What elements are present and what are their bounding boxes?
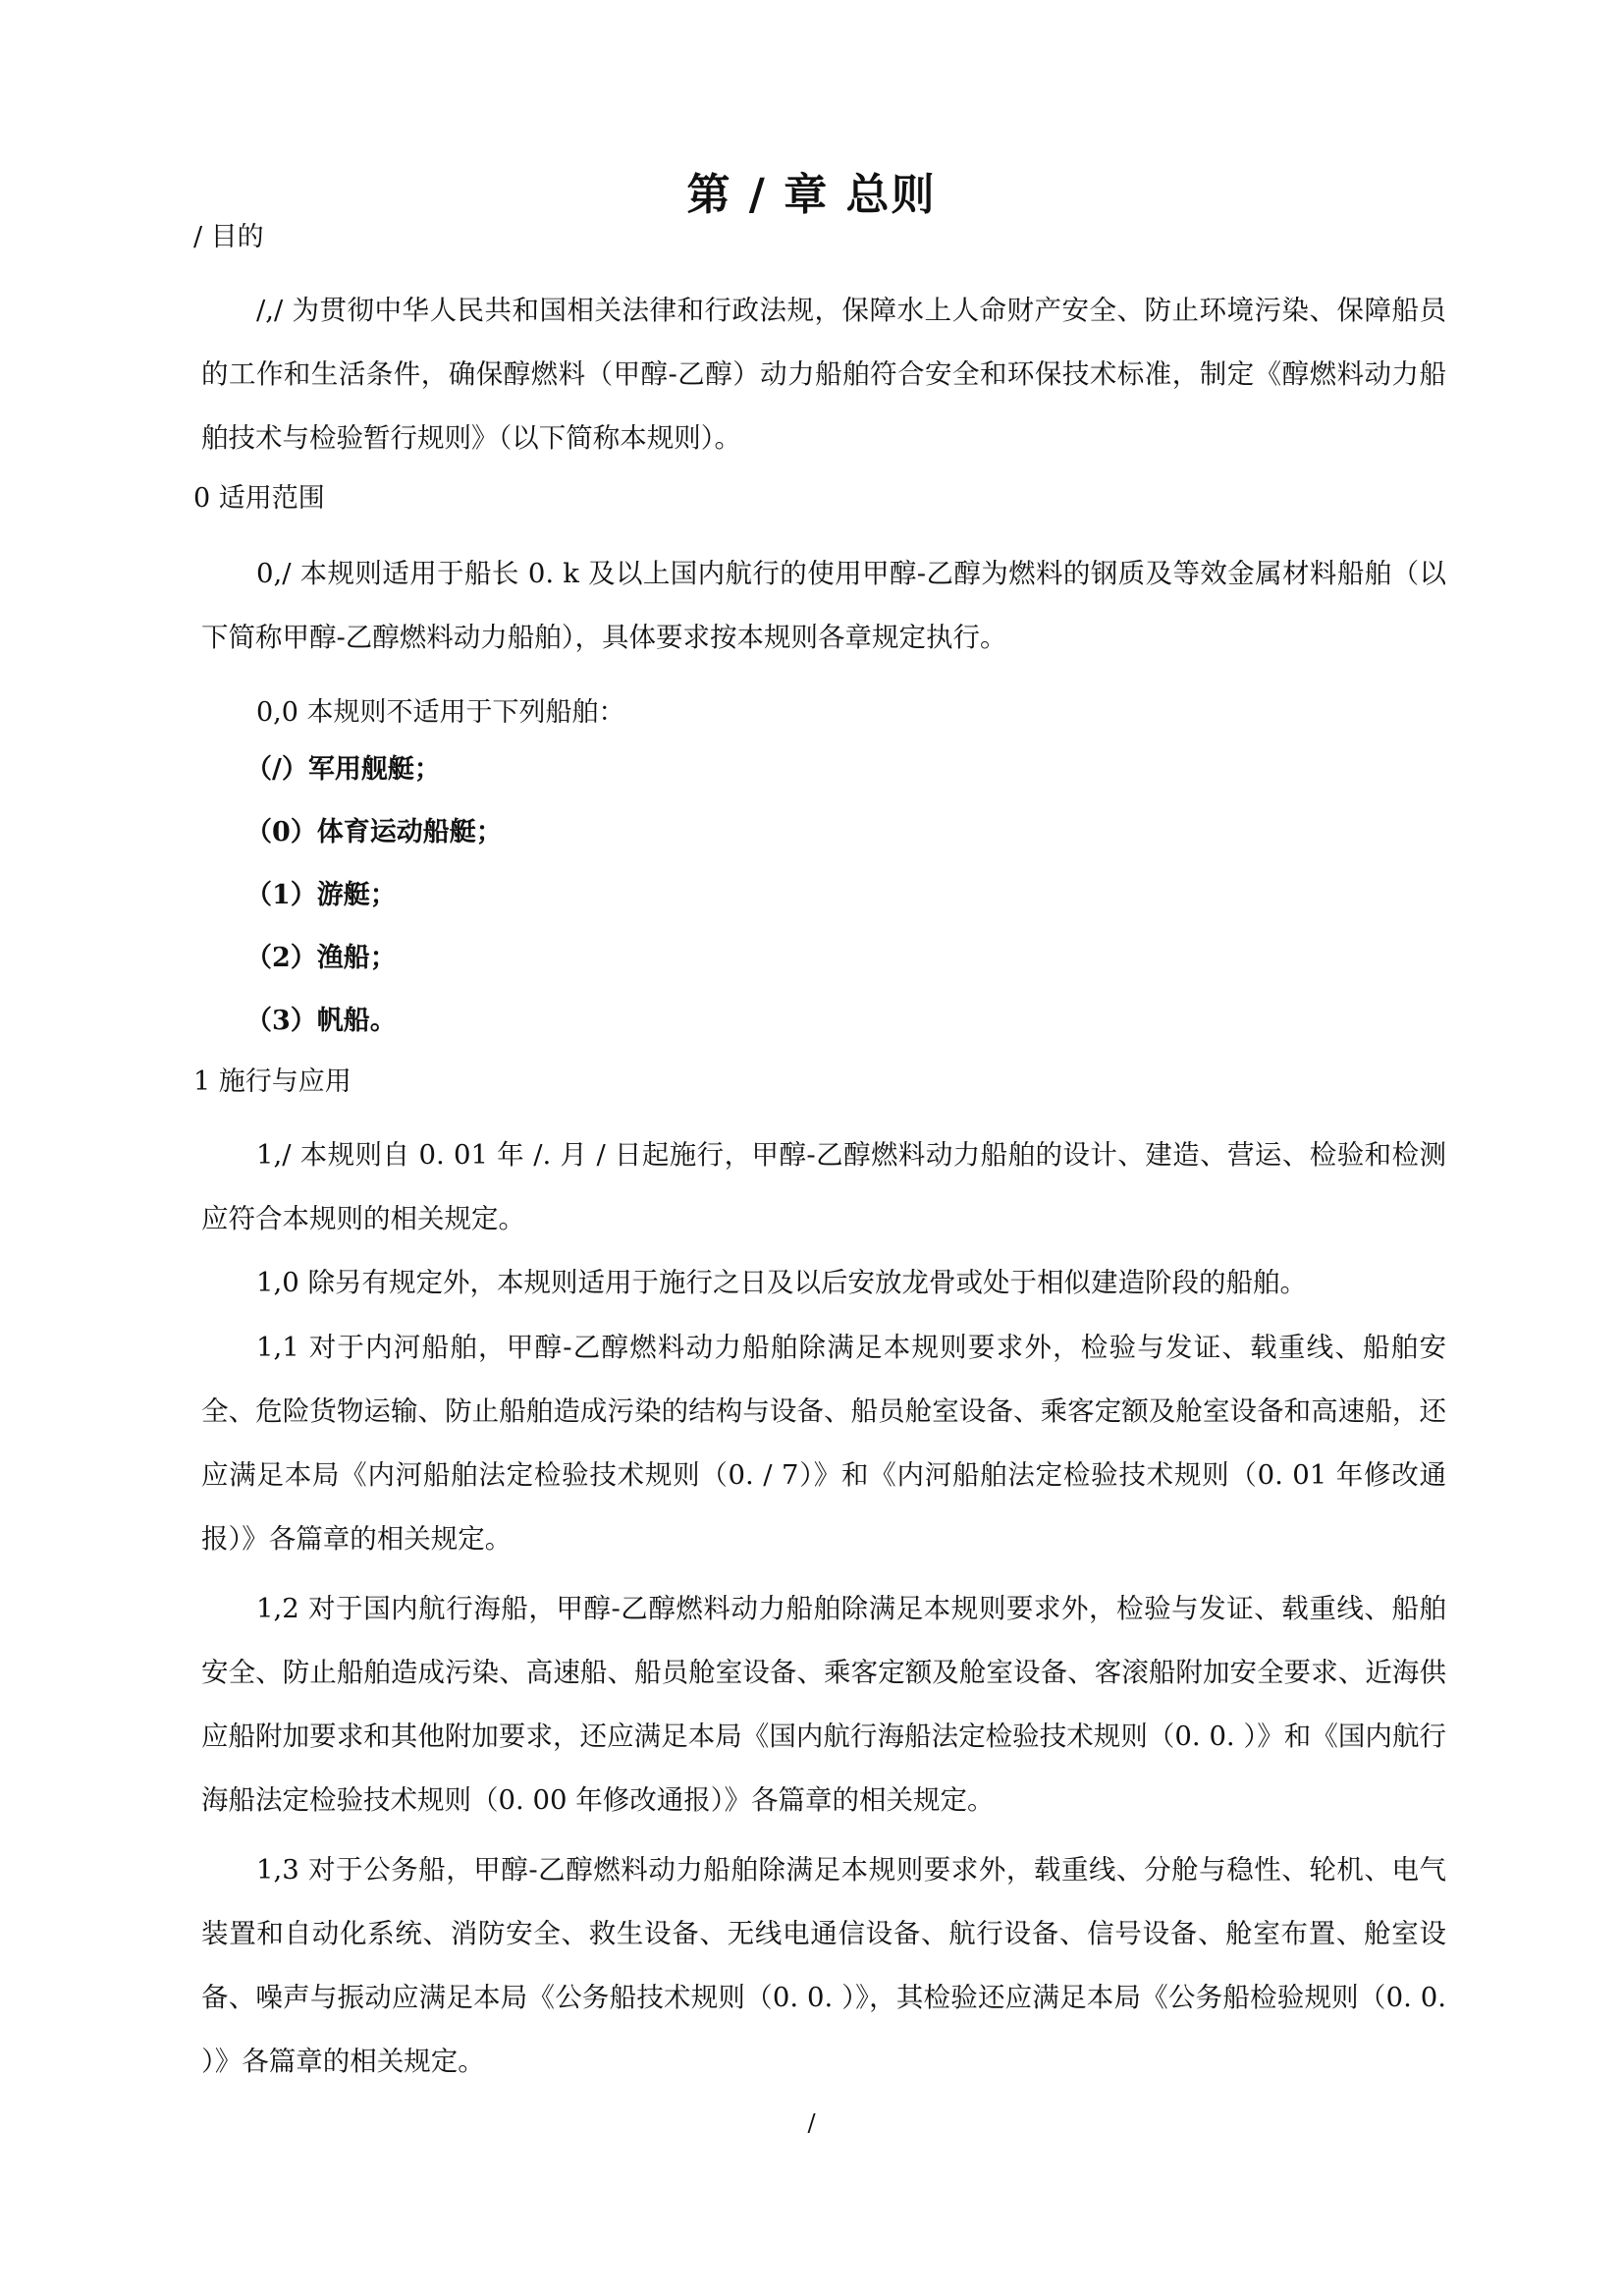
paragraph-2-2: 0,0 本规则不适用于下列船舶： — [256, 697, 625, 728]
list-item-yacht: （1）游艇； — [245, 880, 397, 910]
list-item-fishing: （2）渔船； — [245, 943, 397, 973]
list-item-sports: （0）体育运动船艇； — [245, 817, 503, 847]
section-heading-purpose: / 目的 — [193, 222, 264, 252]
list-item-military: （/）军用舰艇； — [245, 754, 441, 785]
section-heading-scope: 0 适用范围 — [193, 483, 325, 514]
list-item-sailing: （3）帆船。 — [245, 1006, 397, 1036]
section-heading-implementation: 1 施行与应用 — [193, 1066, 352, 1097]
paragraph-3-4: 1,2 对于国内航行海船，甲醇-乙醇燃料动力船舶除满足本规则要求外，检验与发证、载重线、船舶安全、防止船舶造成污染、高速船、船员舱室设备、乘客定额及舱室设备、客滚船附加安全要求、近海供应船附加要求和其他附加要求，还应满足本局《国内航行海船法定检验技术规则（0. 0. ）》和《国内航行海船法定检验技术规则（0. 00 年修改通报）》各篇章的相关规定。 — [201, 1593, 1446, 1816]
paragraph-3-1: 1,/ 本规则自 0. 01 年 /. 月 / 日起施行，甲醇-乙醇燃料动力船舶的设计、建造、营运、检验和检测应符合本规则的相关规定。 — [201, 1139, 1446, 1234]
paragraph-1-1: /,/ 为贯彻中华人民共和国相关法律和行政法规，保障水上人命财产安全、防止环境污染、保障船员的工作和生活条件，确保醇燃料（甲醇-乙醇）动力船舶符合安全和环保技术标准，制定《醇燃料动力船舶技术与检验暂行规则》（以下简称本规则）。 — [201, 295, 1446, 454]
paragraph-3-5: 1,3 对于公务船，甲醇-乙醇燃料动力船舶除满足本规则要求外，载重线、分舱与稳性、轮机、电气装置和自动化系统、消防安全、救生设备、无线电通信设备、航行设备、信号设备、舱室布置、舱室设备、噪声与振动应满足本局《公务船技术规则（0. 0. ）》，其检验还应满足本局《公务船检验规则（0. 0. ）》各篇章的相关规定。 — [201, 1854, 1446, 2077]
paragraph-3-3: 1,1 对于内河船舶，甲醇-乙醇燃料动力船舶除满足本规则要求外，检验与发证、载重线、船舶安全、危险货物运输、防止船舶造成污染的结构与设备、船员舱室设备、乘客定额及舱室设备和高速船，还应满足本局《内河船舶法定检验技术规则（0. / 7）》和《内河船舶法定检验技术规则（0. 01 年修改通报）》各篇章的相关规定。 — [201, 1332, 1446, 1555]
paragraph-3-2: 1,0 除另有规定外，本规则适用于施行之日及以后安放龙骨或处于相似建造阶段的船舶。 — [256, 1267, 1307, 1298]
paragraph-2-1: 0,/ 本规则适用于船长 0. k 及以上国内航行的使用甲醇-乙醇为燃料的钢质及等效金属材料船舶（以下简称甲醇-乙醇燃料动力船舶），具体要求按本规则各章规定执行。 — [201, 558, 1446, 653]
page-number: / — [807, 2109, 816, 2137]
chapter-title: 第 / 章 总则 — [686, 170, 937, 220]
